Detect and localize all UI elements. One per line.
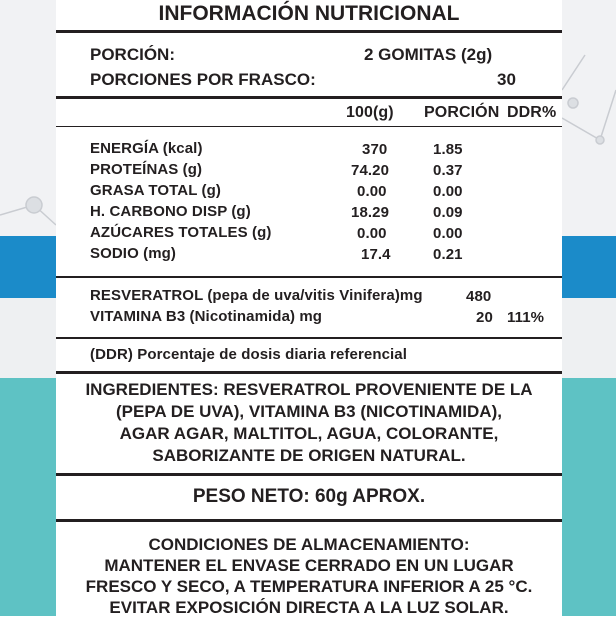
nutrient-per100: 17.4 [361, 246, 391, 263]
nutrient-name: ENERGÍA (kcal) [90, 140, 203, 157]
divider [56, 519, 562, 522]
nutrient-per100: 18.29 [351, 204, 390, 221]
column-header-per100: 100(g) [346, 104, 394, 121]
nutrient-name: PROTEÍNAS (g) [90, 161, 203, 178]
active-ddr: 111% [507, 309, 545, 326]
nutrient-portion: 0.21 [433, 246, 463, 263]
nutrient-per100: 370 [362, 141, 388, 158]
active-name: VITAMINA B3 (Nicotinamida) mg [90, 308, 323, 325]
active-name: RESVERATROL (pepa de uva/vitis Vinifera)mg [90, 287, 423, 304]
nutrient-portion: 0.09 [433, 204, 463, 221]
nutrient-name: GRASA TOTAL (g) [90, 182, 221, 199]
divider [56, 276, 562, 278]
storage-line: CONDICIONES DE ALMACENAMIENTO: [148, 535, 470, 554]
per-container-label: PORCIONES POR FRASCO: [90, 70, 316, 89]
divider [56, 473, 562, 476]
column-header-portion: PORCIÓN [424, 104, 500, 121]
divider [56, 96, 562, 99]
storage-line: EVITAR EXPOSICIÓN DIRECTA A LA LUZ SOLAR. [109, 598, 509, 617]
nutrient-name: AZÚCARES TOTALES (g) [90, 224, 272, 241]
ddr-footnote: (DDR) Porcentaje de dosis diaria referencial [90, 346, 408, 363]
divider [56, 126, 562, 127]
page-title: INFORMACIÓN NUTRICIONAL [158, 2, 460, 25]
ingredients-line: (PEPA DE UVA), VITAMINA B3 (NICOTINAMIDA), [116, 402, 502, 421]
nutrient-portion: 0.37 [433, 162, 463, 179]
portion-label: PORCIÓN: [90, 45, 175, 64]
nutrient-per100: 0.00 [357, 183, 387, 200]
nutrient-per100: 74.20 [351, 162, 390, 179]
portion-value: 2 GOMITAS (2g) [364, 45, 493, 64]
nutrient-portion: 1.85 [433, 141, 463, 158]
net-weight: PESO NETO: 60g APROX. [192, 486, 426, 507]
active-portion: 480 [466, 288, 492, 305]
divider [56, 30, 562, 33]
divider [56, 337, 562, 339]
storage-line: MANTENER EL ENVASE CERRADO EN UN LUGAR [104, 556, 514, 575]
column-header-ddr: DDR% [507, 104, 557, 121]
nutrient-portion: 0.00 [433, 183, 463, 200]
divider [56, 371, 562, 374]
ingredients-line: AGAR AGAR, MALTITOL, AGUA, COLORANTE, [119, 424, 499, 443]
storage-line: FRESCO Y SECO, A TEMPERATURA INFERIOR A 25 °C. [85, 577, 533, 596]
nutrient-portion: 0.00 [433, 225, 463, 242]
ingredients-line: INGREDIENTES: RESVERATROL PROVENIENTE DE LA [85, 380, 533, 399]
nutrient-name: H. CARBONO DISP (g) [90, 203, 251, 220]
active-portion: 20 [476, 309, 493, 326]
per-container-value: 30 [497, 70, 516, 89]
nutrient-name: SODIO (mg) [90, 245, 176, 262]
ingredients-line: SABORIZANTE DE ORIGEN NATURAL. [152, 446, 466, 465]
nutrient-per100: 0.00 [357, 225, 387, 242]
